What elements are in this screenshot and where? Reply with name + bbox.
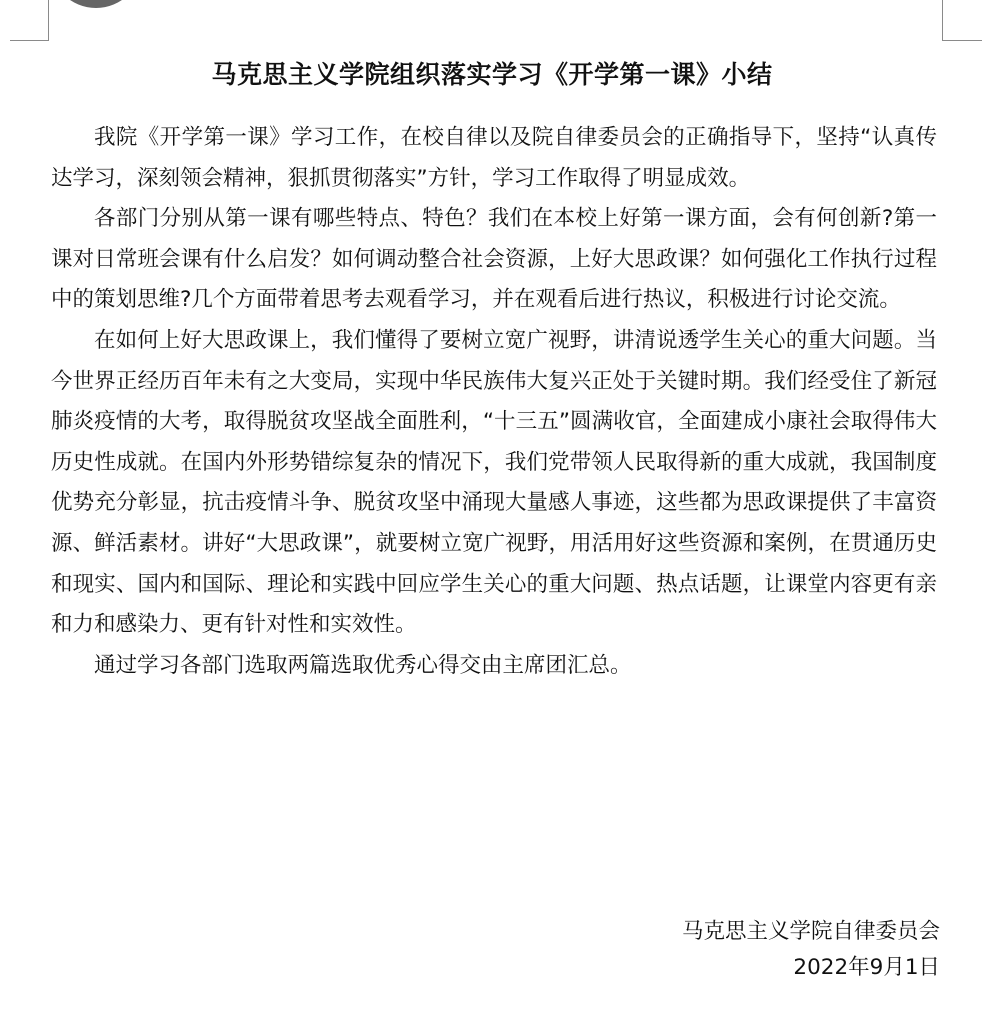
top-partial-shape — [50, 0, 142, 8]
paragraph-1: 我院《开学第一课》学习工作，在校自律以及院自律委员会的正确指导下，坚持“认真传达学习，深刻领会精神，狠抓贯彻落实”方针，学习工作取得了明显成效。 — [51, 125, 937, 191]
signature-date: 2022年9月1日 — [793, 955, 940, 980]
crop-mark-top-left-horizontal — [10, 40, 49, 41]
paragraph-4: 通过学习各部门选取两篇选取优秀心得交由主席团汇总。 — [94, 652, 632, 678]
document-body — [51, 118, 937, 686]
signature-block — [682, 914, 940, 986]
crop-mark-top-left-vertical — [48, 0, 49, 41]
document-title: 马克思主义学院组织落实学习《开学第一课》小结 — [211, 60, 773, 89]
signature-organization: 马克思主义学院自律委员会 — [681, 919, 940, 944]
crop-mark-top-right-vertical — [942, 0, 943, 41]
crop-mark-top-right-horizontal — [942, 40, 982, 41]
paragraph-2: 各部门分别从第一课有哪些特点、特色？我们在本校上好第一课方面，会有何创新?第一课对日常班会课有什么启发？如何调动整合社会资源，上好大思政课？如何强化工作执行过程中的策划思维?几个方面带着思考去观看学习，并在观看后进行热议，积极进行讨论交流。 — [51, 206, 937, 313]
paragraph-3: 在如何上好大思政课上，我们懂得了要树立宽广视野，讲清说透学生关心的重大问题。当今世界正经历百年未有之大变局，实现中华民族伟大复兴正处于关键时期。我们经受住了新冠肺炎疫情的大考，取得脱贫攻坚战全面胜利，“十三五”圆满收官，全面建成小康社会取得伟大历史性成就。在国内外形势错综复杂的情况下，我们党带领人民取得新的重大成就，我国制度优势充分彰显，抗击疫情斗争、脱贫攻坚中涌现大量感人事迹，这些都为思政课提供了丰富资源、鲜活素材。讲好“大思政课”，就要树立宽广视野，用活用好这些资源和案例，在贯通历史和现实、国内和国际、理论和实践中回应学生关心的重大问题、热点话题，让课堂内容更有亲和力和感染力、更有针对性和实效性。 — [51, 327, 937, 638]
